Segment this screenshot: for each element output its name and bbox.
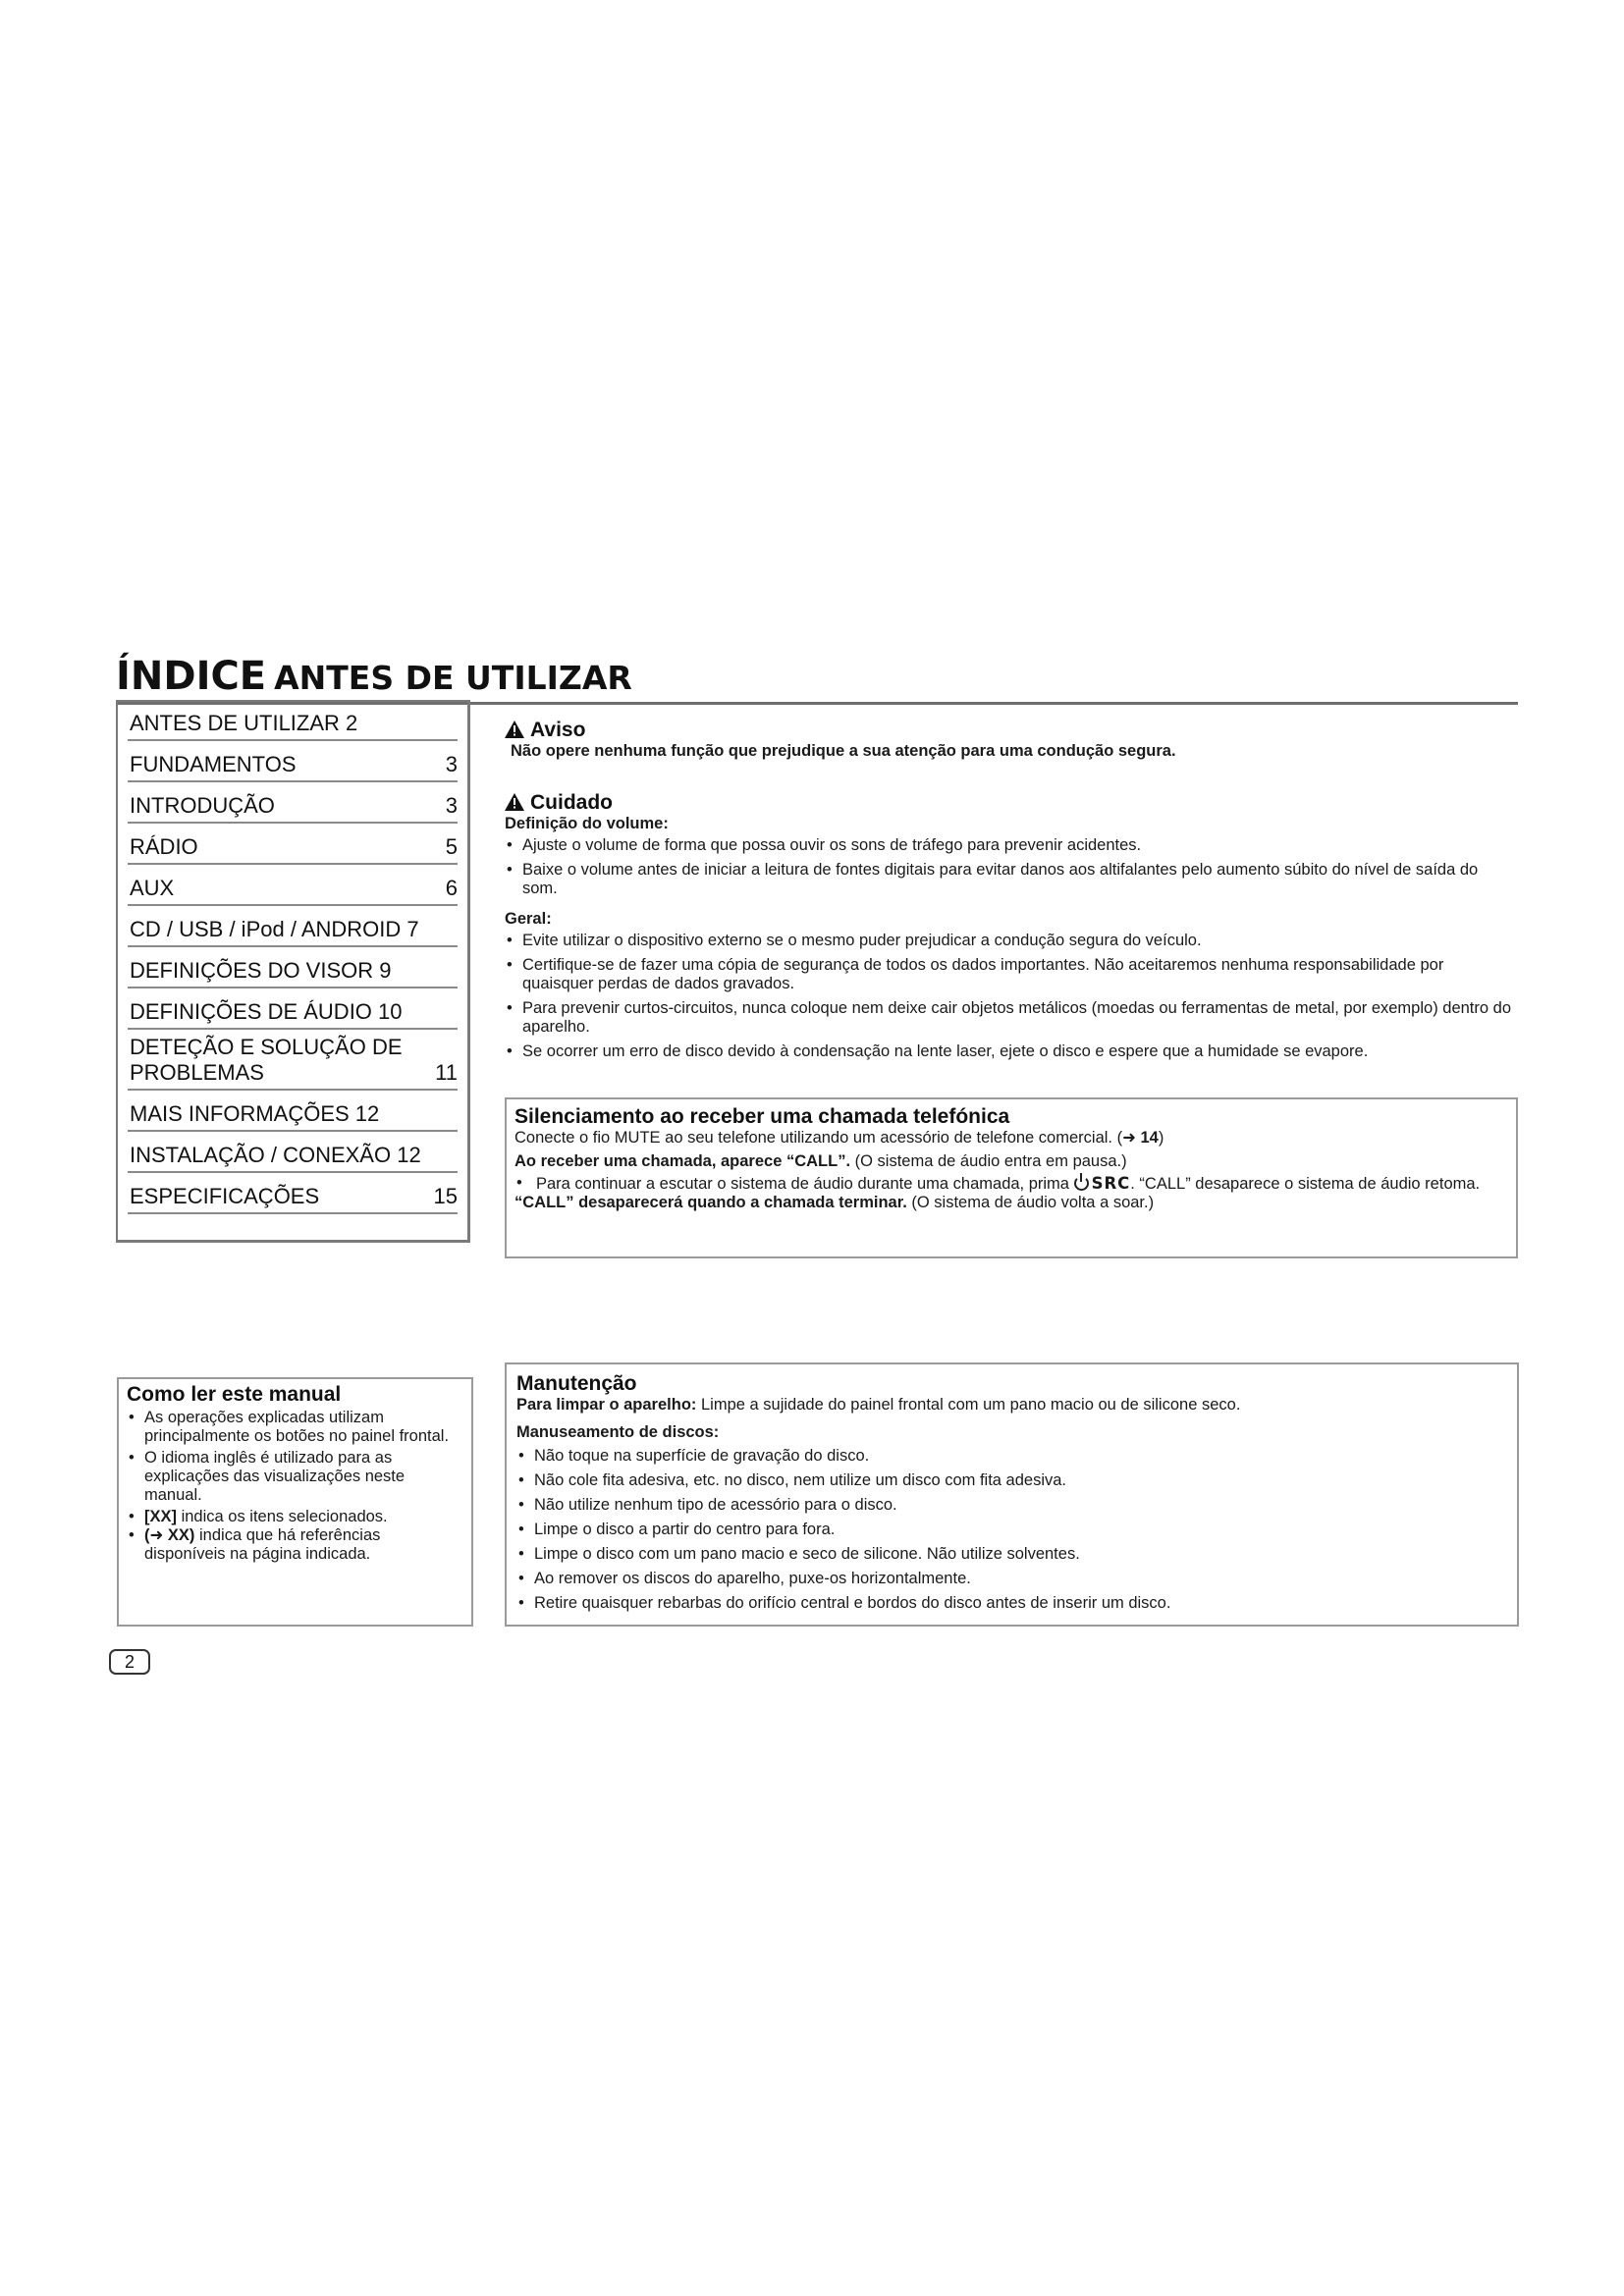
list-item: • Baixe o volume antes de iniciar a leitura de fontes digitais para evitar danos aos altifalantes pelo aumento súbito do nível de saída do som. bbox=[505, 861, 1516, 898]
volume-list bbox=[505, 836, 1516, 898]
warning-icon bbox=[505, 721, 524, 738]
como-ler-heading: Como ler este manual bbox=[127, 1383, 342, 1406]
como-ler-section bbox=[117, 1377, 473, 1627]
list-item: • Retire quaisquer rebarbas do orifício central e bordos do disco antes de inserir um disco. bbox=[516, 1594, 1507, 1613]
toc-item-page: 6 bbox=[445, 876, 458, 900]
manutencao-section bbox=[505, 1362, 1519, 1627]
list-item: • Limpe o disco com um pano macio e seco de silicone. Não utilize solventes. bbox=[516, 1545, 1507, 1564]
toc-item-label: CD / USB / iPod / ANDROID 7 bbox=[130, 917, 419, 941]
cuidado-heading: Cuidado bbox=[530, 791, 613, 814]
mute-bullet: • Para continuar a escutar o sistema de áudio durante uma chamada, prima SRC. “CALL” desaparece o sistema de áudio retoma. bbox=[514, 1174, 1508, 1194]
toc-item-page: 3 bbox=[445, 793, 458, 818]
power-icon bbox=[1074, 1176, 1089, 1191]
page-number: 2 bbox=[109, 1649, 150, 1675]
geral-list bbox=[505, 932, 1516, 1061]
como-ler-item: • [XX] indica os itens selecionados. bbox=[127, 1508, 463, 1526]
mute-section bbox=[505, 1097, 1518, 1258]
toc-item[interactable] bbox=[128, 1173, 458, 1214]
list-item: • Não toque na superfície de gravação do disco. bbox=[516, 1447, 1507, 1466]
list-item: • Ajuste o volume de forma que possa ouvir os sons de tráfego para prevenir acidentes. bbox=[505, 836, 1516, 855]
aviso-section bbox=[505, 719, 1516, 761]
warning-icon bbox=[505, 793, 524, 811]
toc-item[interactable] bbox=[128, 865, 458, 906]
limpar-line: Para limpar o aparelho: Limpe a sujidade do painel frontal com um pano macio ou de silicone seco. bbox=[516, 1396, 1241, 1414]
como-ler-item: • O idioma inglês é utilizado para as explicações das visualizações neste manual. bbox=[127, 1449, 463, 1505]
toc-item[interactable] bbox=[128, 741, 458, 782]
toc-item-label: FUNDAMENTOS bbox=[130, 752, 297, 776]
toc-item-label: ESPECIFICAÇÕES bbox=[130, 1184, 320, 1208]
toc-item-label: DEFINIÇÕES DE ÁUDIO 10 bbox=[130, 999, 403, 1024]
toc-item-label: INSTALAÇÃO / CONEXÃO 12 bbox=[130, 1143, 421, 1167]
table-of-contents bbox=[116, 700, 470, 1243]
list-item: • Ao remover os discos do aparelho, puxe-os horizontalmente. bbox=[516, 1570, 1507, 1588]
list-item: • Evite utilizar o dispositivo externo se o mesmo puder prejudicar a condução segura do veículo. bbox=[505, 932, 1516, 950]
toc-item-page: 5 bbox=[445, 834, 458, 859]
page-title-small: ANTES DE UTILIZAR bbox=[274, 659, 632, 697]
toc-item-label: DETEÇÃO E SOLUÇÃO DE PROBLEMAS bbox=[130, 1035, 403, 1085]
toc-item[interactable] bbox=[128, 947, 458, 988]
mute-line1: Conecte o fio MUTE ao seu telefone utilizando um acessório de telefone comercial. (➜ 14) bbox=[514, 1129, 1164, 1147]
aviso-heading: Aviso bbox=[530, 719, 586, 741]
toc-item-label: ANTES DE UTILIZAR 2 bbox=[130, 711, 358, 735]
toc-item[interactable] bbox=[128, 988, 458, 1030]
toc-item-label: MAIS INFORMAÇÕES 12 bbox=[130, 1101, 380, 1126]
discos-heading: Manuseamento de discos: bbox=[516, 1423, 720, 1441]
list-item: • Certifique-se de fazer uma cópia de segurança de todos os dados importantes. Não aceitaremos nenhuma responsabilidade por quaisquer perdas de dados gravados. bbox=[505, 956, 1516, 993]
list-item: • Não cole fita adesiva, etc. no disco, nem utilize um disco com fita adesiva. bbox=[516, 1471, 1507, 1490]
aviso-text: Não opere nenhuma função que prejudique a sua atenção para uma condução segura. bbox=[511, 742, 1176, 760]
toc-item[interactable] bbox=[128, 782, 458, 824]
geral-heading: Geral: bbox=[505, 910, 552, 928]
manutencao-heading: Manutenção bbox=[516, 1372, 637, 1395]
mute-heading: Silenciamento ao receber uma chamada telefónica bbox=[514, 1105, 1010, 1128]
toc-item[interactable] bbox=[128, 1030, 458, 1091]
list-item: • Limpe o disco a partir do centro para fora. bbox=[516, 1521, 1507, 1539]
list-item: • Para prevenir curtos-circuitos, nunca coloque nem deixe cair objetos metálicos (moedas ou ferramentas de metal, por exemplo) dentro do aparelho. bbox=[505, 999, 1516, 1037]
toc-item[interactable] bbox=[128, 906, 458, 947]
toc-item[interactable] bbox=[128, 702, 458, 741]
toc-item-label: AUX bbox=[130, 876, 175, 900]
toc-item[interactable] bbox=[128, 1091, 458, 1132]
src-button-label: SRC bbox=[1091, 1174, 1131, 1193]
toc-item[interactable] bbox=[128, 1132, 458, 1173]
discos-list bbox=[516, 1447, 1507, 1613]
volume-heading: Definição do volume: bbox=[505, 815, 669, 832]
page-reference: ➜ 14 bbox=[1122, 1129, 1159, 1147]
toc-item-page: 11 bbox=[435, 1060, 458, 1085]
toc-item-label: DEFINIÇÕES DO VISOR 9 bbox=[130, 958, 392, 983]
page-title-big: ÍNDICE bbox=[116, 654, 267, 699]
cuidado-section bbox=[505, 791, 1516, 1067]
mute-line4: “CALL” desaparecerá quando a chamada terminar. (O sistema de áudio volta a soar.) bbox=[514, 1194, 1155, 1211]
toc-item-page: 15 bbox=[433, 1184, 458, 1208]
toc-item-page: 3 bbox=[445, 752, 458, 776]
list-item: • Não utilize nenhum tipo de acessório para o disco. bbox=[516, 1496, 1507, 1515]
toc-item-label: INTRODUÇÃO bbox=[130, 793, 275, 818]
toc-item[interactable] bbox=[128, 824, 458, 865]
list-item: • Se ocorrer um erro de disco devido à condensação na lente laser, ejete o disco e espere que a humidade se evapore. bbox=[505, 1042, 1516, 1061]
como-ler-item: • As operações explicadas utilizam principalmente os botões no painel frontal. bbox=[127, 1409, 463, 1446]
toc-item-label: RÁDIO bbox=[130, 834, 198, 859]
como-ler-item: • (➜ XX) indica que há referências disponíveis na página indicada. bbox=[127, 1526, 463, 1564]
mute-line2: Ao receber uma chamada, aparece “CALL”. (O sistema de áudio entra em pausa.) bbox=[514, 1152, 1127, 1170]
page-title bbox=[116, 654, 1518, 705]
